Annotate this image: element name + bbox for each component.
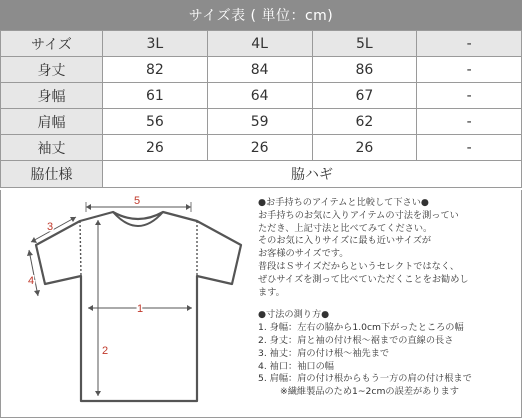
method-title: ●寸法の測り方● <box>258 309 330 321</box>
table-header-row <box>1 31 522 57</box>
table-cell: 59 <box>207 109 312 135</box>
table-cell: 64 <box>207 83 312 109</box>
table-cell: - <box>417 135 522 161</box>
row-label: 肩幅 <box>1 109 103 135</box>
measure-label-5: 5 <box>133 195 141 207</box>
table-row <box>1 109 522 135</box>
table-cell: 86 <box>312 57 417 83</box>
table-cell: 67 <box>312 83 417 109</box>
row-label: 身幅 <box>1 83 103 109</box>
arrow-head <box>86 204 91 210</box>
row-label: 脇仕様 <box>1 161 103 188</box>
measure-line-4 <box>29 250 38 296</box>
error-footnote: ※繊維製品のため1~2cmの誤差があります <box>280 386 459 398</box>
method-line: 1. 身幅：左右の脇から1.0cm下がったところの幅 <box>258 322 464 334</box>
measure-label-2: 2 <box>102 345 109 357</box>
table-cell: 61 <box>103 83 208 109</box>
table-cell: 56 <box>103 109 208 135</box>
measurement-notes <box>258 197 520 399</box>
header-cell: - <box>417 31 522 57</box>
table-row <box>1 135 522 161</box>
measure-label-4: 4 <box>27 275 35 287</box>
table-row <box>1 83 522 109</box>
table-cell: 84 <box>207 57 312 83</box>
compare-line: お手持ちのお気に入りアイテムの寸法を測ってい <box>258 209 459 221</box>
table-cell: 26 <box>103 135 208 161</box>
compare-line: お客様のサイズです。 <box>258 248 349 260</box>
row-label: 身丈 <box>1 57 103 83</box>
arrow-head <box>31 237 37 243</box>
compare-line: ぜひサイズを測って比べていただくことをお勧めし <box>258 273 469 285</box>
table-cell: - <box>417 109 522 135</box>
compare-line: ただき、上記寸法と比べてみてください。 <box>258 222 433 234</box>
table-cell: 82 <box>103 57 208 83</box>
compare-line: ます。 <box>258 286 285 298</box>
row-label: 袖丈 <box>1 135 103 161</box>
tshirt-diagram <box>0 190 258 418</box>
measure-label-3: 3 <box>46 221 54 233</box>
method-line: 5. 肩幅：肩の付け根からもう一方の肩の付け根まで <box>258 373 472 385</box>
arrow-head <box>34 290 40 296</box>
table-cell: - <box>417 83 522 109</box>
method-line: 4. 袖口：袖口の幅 <box>258 360 334 372</box>
header-cell: サイズ <box>1 31 103 57</box>
size-chart-title: サイズ表 ( 単位：cm) <box>0 0 522 30</box>
table-cell: 脇ハギ <box>103 161 522 188</box>
size-table <box>0 30 522 188</box>
measure-label-1: 1 <box>136 303 144 315</box>
table-cell: - <box>417 57 522 83</box>
compare-title: ●お手持ちのアイテムと比較して下さい● <box>258 197 429 208</box>
arrow-head <box>27 250 33 256</box>
table-row <box>1 57 522 83</box>
table-cell: 26 <box>207 135 312 161</box>
method-line: 3. 袖丈：肩の付け根～袖先まで <box>258 347 390 359</box>
table-cell: 62 <box>312 109 417 135</box>
header-cell: 5L <box>312 31 417 57</box>
compare-line: そのお気に入りサイズに最も近いサイズが <box>258 235 432 247</box>
table-cell: 26 <box>312 135 417 161</box>
compare-line: 普段はＳサイズだからというセレクトではなく、 <box>258 260 460 272</box>
table-row-side-spec <box>1 161 522 188</box>
method-line: 2. 身丈：肩と袖の付け根～裾までの直線の長さ <box>258 334 454 346</box>
arrow-head <box>186 204 191 210</box>
header-cell: 3L <box>103 31 208 57</box>
header-cell: 4L <box>207 31 312 57</box>
